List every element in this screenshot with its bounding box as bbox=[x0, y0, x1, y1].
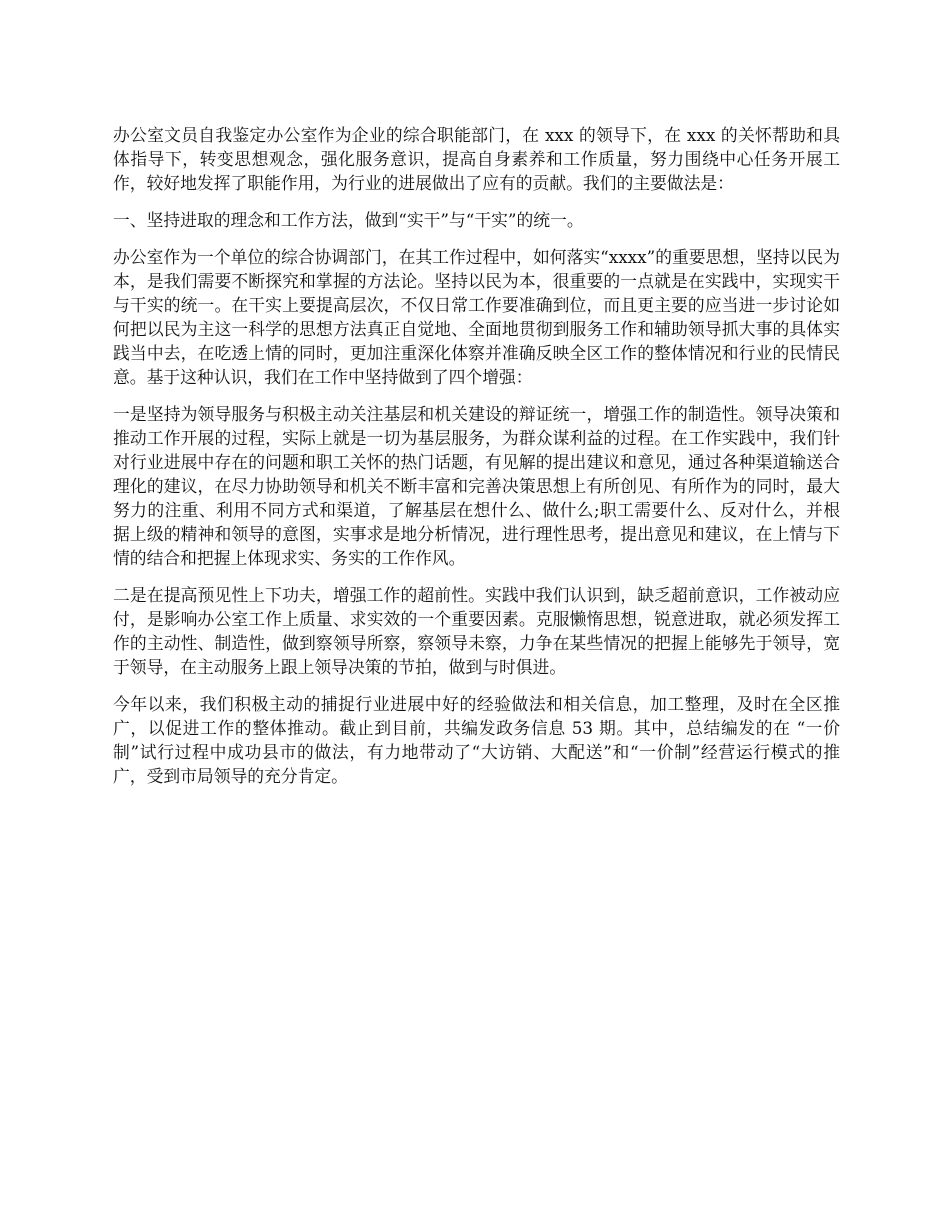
document-body bbox=[113, 123, 840, 801]
paragraph-section-1: 办公室作为一个单位的综合协调部门，在其工作过程中，如何落实“xxxx”的重要思想，坚持以民为本，是我们需要不断探究和掌握的方法论。坚持以民为本，很重要的一点就是在实践中，实现实干与干实的统一。在干实上要提高层次，不仅日常工作要准确到位，而且更主要的应当进一步讨论如何把以民为主这一科学的思想方法真正自觉地、全面地贯彻到服务工作和辅助领导抓大事的具体实践当中去，在吃透上情的同时，更加注重深化体察并准确反映全区工作的整体情况和行业的民情民意。基于这种认识，我们在工作中坚持做到了四个增强： bbox=[113, 247, 840, 387]
paragraph-results: 今年以来，我们积极主动的捕捉行业进展中好的经验做法和相关信息，加工整理，及时在全区推广，以促进工作的整体推动。截止到目前，共编发政务信息 53 期。其中，总结编发的在 “一价制”试行过程中成功县市的做法，有力地带动了“大访销、大配送”和“一价制”经营运行模式的推广，受到市局领导的充分肯定。 bbox=[113, 694, 840, 786]
paragraph-point-2: 二是在提高预见性上下功夫，增强工作的超前性。实践中我们认识到，缺乏超前意识，工作被动应付，是影响办公室工作上质量、求实效的一个重要因素。克服懒惰思想，锐意进取，就必须发挥工作的主动性、制造性，做到察领导所察，察领导未察，力争在某些情况的把握上能够先于领导，宽于领导，在主动服务上跟上领导决策的节拍，做到与时俱进。 bbox=[113, 585, 840, 677]
section-heading-1: 一、坚持进取的理念和工作方法，做到“实干”与“干实”的统一。 bbox=[113, 210, 584, 230]
paragraph-point-1: 一是坚持为领导服务与积极主动关注基层和机关建设的辩证统一，增强工作的制造性。领导决策和推动工作开展的过程，实际上就是一切为基层服务，为群众谋利益的过程。在工作实践中，我们针对行业进展中存在的问题和职工关怀的热门话题，有见解的提出建议和意见，通过各种渠道输送合理化的建议，在尽力协助领导和机关不断丰富和完善决策思想上有所创见、有所作为的同时，最大努力的注重、利用不同方式和渠道，了解基层在想什么、做什么;职工需要什么、反对什么，并根据上级的精神和领导的意图，实事求是地分析情况，进行理性思考，提出意见和建议，在上情与下情的结合和把握上体现求实、务实的工作作风。 bbox=[113, 404, 840, 568]
paragraph-intro: 办公室文员自我鉴定办公室作为企业的综合职能部门，在 xxx 的领导下，在 xxx 的关怀帮助和具体指导下，转变思想观念，强化服务意识，提高自身素养和工作质量，努力围绕中心任务开展工作，较好地发挥了职能作用，为行业的进展做出了应有的贡献。我们的主要做法是： bbox=[113, 125, 840, 193]
